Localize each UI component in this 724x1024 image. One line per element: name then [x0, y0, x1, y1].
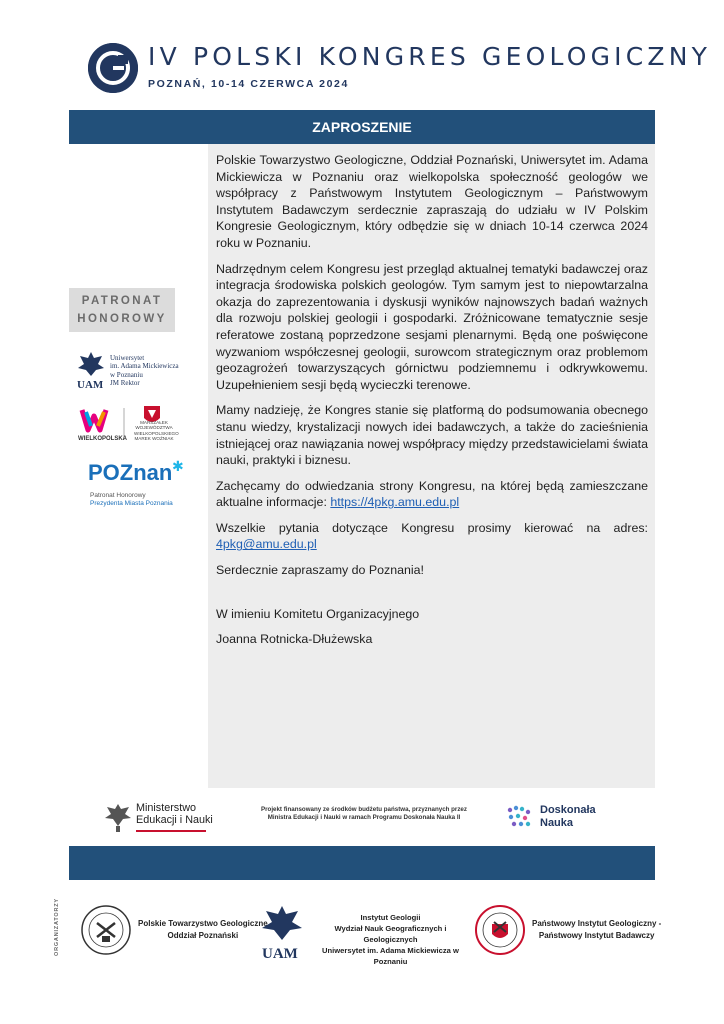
wielkopolska-logo	[78, 404, 188, 446]
conference-title: IV POLSKI KONGRES GEOLOGICZNY	[148, 42, 712, 71]
paragraph-4-text: Zachęcamy do odwiedzania strony Kongresu, na której będą zamieszczane aktualne informacje:	[216, 478, 648, 510]
dn-line2: Nauka	[540, 817, 574, 829]
org2-line2: Wydział Nauk Geograficznych i Geologicznych	[334, 924, 447, 944]
conference-logo-icon	[88, 43, 138, 93]
ministry-name	[136, 802, 213, 827]
logo-g-icon	[88, 43, 138, 93]
org2-line3: Uniwersytet im. Adama Mickiewicza w Poznaniu	[322, 946, 459, 966]
uam-line1: Uniwersytet	[110, 354, 145, 362]
doskonala-dots-icon	[504, 800, 536, 832]
ministry-line2: Edukacji i Nauki	[136, 814, 213, 827]
svg-text:UAM: UAM	[262, 946, 298, 960]
svg-text:UAM: UAM	[77, 379, 104, 390]
invitation-title: ZAPROSZENIE	[312, 119, 412, 135]
ptg-text	[138, 918, 268, 942]
patronat-line2: HONOROWY	[77, 313, 167, 325]
org3-line2: Państwowy Instytut Badawczy	[538, 931, 655, 940]
invitation-text	[216, 152, 648, 657]
pig-pib-seal-icon	[474, 904, 526, 956]
doskonala-nauka-logo	[504, 800, 614, 834]
organizers-label-text: ORGANIZATORZY	[54, 898, 60, 956]
email-link[interactable]: 4pkg@amu.edu.pl	[216, 537, 317, 552]
paragraph-6: Serdecznie zapraszamy do Poznania!	[216, 563, 425, 578]
poznan-sub2: Prezydenta Miasta Poznania	[90, 500, 173, 507]
org2-line1: Instytut Geologii	[360, 913, 421, 922]
uam-line2: im. Adama Mickiewicza	[110, 362, 179, 371]
paragraph-1: Polskie Towarzystwo Geologiczne, Oddział Poznański, Uniwersytet im. Adama Mickiewicza w Poznaniu oraz wielkopolska społeczność geologów we współpracy z Państwowym Instytutem Geologicznym – Państwowym Instytutem Badawczym serdecznie zapraszają do udziału w IV Polskim Kongresie Geologicznym, który odbędzie się w dniach 10-14 czerwca 2024 roku w Poznaniu.	[216, 153, 648, 250]
conference-header	[88, 40, 712, 100]
ministry-underline	[136, 830, 206, 832]
uam-institute-eagle-icon	[260, 904, 304, 960]
paragraph-5	[216, 520, 648, 553]
funding-text	[254, 806, 474, 822]
uam-line3: w Poznaniu	[110, 370, 143, 379]
uam-rector-text	[110, 354, 179, 388]
ptg-seal-icon	[80, 904, 132, 956]
marshal-line2: WOJEWÓDZTWA	[135, 425, 173, 431]
honorary-patronage-label	[69, 288, 175, 332]
ministry-line1: Ministerstwo	[136, 802, 196, 814]
funding-line1: Projekt finansowany ze środków budżetu państwa, przyznanych przez	[261, 806, 467, 813]
organizers-label	[54, 894, 62, 956]
poznan-sub1: Patronat Honorowy	[90, 492, 146, 499]
uam-eagle-icon	[76, 350, 106, 390]
uam-line4: JM Rektor	[110, 379, 140, 388]
pig-pib-text	[532, 918, 661, 942]
dn-line1: Doskonała	[540, 804, 596, 816]
marshal-text	[134, 420, 179, 442]
institute-geology-text	[308, 912, 473, 967]
uam-rector-logo	[76, 350, 186, 392]
patronat-line1: PATRONAT	[81, 295, 163, 307]
doskonala-nauka-text	[540, 804, 596, 830]
website-link[interactable]: https://4pkg.amu.edu.pl	[330, 495, 460, 510]
paragraph-4	[216, 478, 648, 511]
wielkopolska-label: WIELKOPOLSKA	[78, 436, 127, 442]
funding-line2: Ministra Edukacji i Nauki w ramach Programu Doskonała Nauka II	[267, 814, 461, 821]
marshal-line4: MAREK WOŹNIAK	[134, 436, 174, 442]
footer-band	[69, 846, 655, 880]
org1-line2: Oddział Poznański	[167, 931, 239, 940]
paragraph-5-text: Wszelkie pytania dotyczące Kongresu prosimy kierować na adres:	[216, 520, 648, 535]
signature-name: Joanna Rotnicka-Dłużewska	[216, 632, 373, 647]
poznan-logo	[88, 460, 188, 510]
org1-line1: Polskie Towarzystwo Geologiczne	[138, 919, 268, 928]
poznan-wordmark: POZnan	[88, 460, 173, 485]
paragraph-3: Mamy nadzieję, że Kongres stanie się platformą do podsumowania obecnego stanu wiedzy, krystalizacji nowych idei badawczych, a także do zacieśnienia istniejącej oraz nawiązania nowej współpracy między przedstawicielami świata nauki, praktyki i biznesu.	[216, 403, 648, 468]
paragraph-2: Nadrzędnym celem Kongresu jest przegląd aktualnej tematyki badawczej oraz integracja środowiska polskich geologów. Tym samym jest to niepowtarzalna okazja do zaprezentowania i dyskusji wyników najnowszych badań ważnych dla rozwoju polskiej geologii i gospodarki. Zróżnicowane tematycznie sesje referatowe zostaną poprzedzone sesjami plenarnymi. Będą one poświęcone wyzwaniom współczesnej geologii, surowcom strategicznym oraz problemom geozagrożeń towarzyszących górnictwu podziemnemu i odkrywkowemu. Uzupełnieniem sesji będą wycieczki terenowe.	[216, 261, 648, 392]
poznan-star-icon: ✱	[172, 458, 184, 474]
conference-dates: POZNAŃ, 10-14 CZERWCA 2024	[148, 78, 349, 90]
org3-line1: Państwowy Instytut Geologiczny -	[532, 919, 662, 928]
ministry-eagle-icon	[104, 802, 132, 834]
signature-committee: W imieniu Komitetu Organizacyjnego	[216, 606, 420, 621]
marshal-line1: MARSZAŁEK	[140, 420, 168, 425]
marshal-line3: WIELKOPOLSKIEGO	[134, 430, 179, 436]
invitation-band	[69, 110, 655, 144]
funding-row	[104, 800, 624, 836]
